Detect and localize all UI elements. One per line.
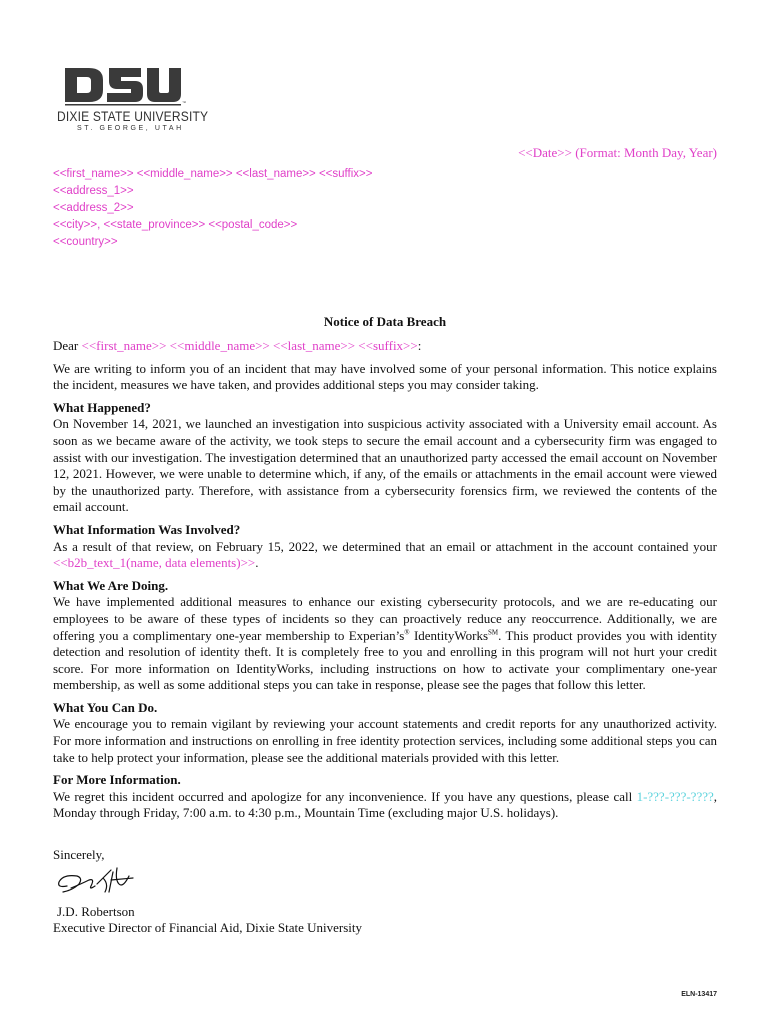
section-what-you-can-do [53, 700, 717, 766]
document-code: ELN-13417 [681, 991, 717, 998]
section-heading: For More Information. [53, 772, 181, 788]
section-heading: What You Can Do. [53, 699, 158, 715]
section-text [53, 594, 717, 694]
salutation-prefix: Dear [53, 338, 82, 353]
intro-paragraph: We are writing to inform you of an incident that may have involved some of your personal information. This notice explains the incident, measures we have taken, and provides additional steps you may consider taking. [53, 360, 717, 393]
section-text: We encourage you to remain vigilant by reviewing your account statements and credit reports for any unauthorized activity. For more information and instructions on enrolling in free identity protection services, including some additional steps you can take to help protect your information, please see the additional materials provided with this letter. [53, 716, 717, 765]
logo-city: ST. GEORGE, UTAH [77, 125, 184, 132]
section-more-information [53, 772, 717, 822]
address-line: <<country>> [53, 236, 118, 248]
letter-title: Notice of Data Breach [323, 314, 447, 329]
closing: Sincerely, [53, 847, 105, 862]
service-mark: SM [488, 628, 499, 637]
section-what-happened [53, 400, 717, 516]
product-name: IdentityWorks [409, 627, 488, 643]
text-run: . [255, 555, 259, 571]
phone-placeholder: 1-???-???-???? [636, 788, 714, 804]
address-line: <<address_2>> [53, 202, 134, 214]
address-line: <<address_1>> [53, 185, 134, 197]
text-run: . This product provides you with identity detection and resolution of identity theft. It is completely free to you and enrolling in this program will not hurt your credit score. For more information on IdentityWorks, including instructions on how to activate your complimentary one-year membership, as well as some additional steps you can take in response, please see the pages that follow this letter. [53, 627, 717, 693]
handwritten-signature [53, 862, 143, 902]
text-run: As a result of that review, on February 15, 2022, we determined that an email or attachment in the account contained your [53, 538, 717, 554]
dsu-logo-mark [55, 66, 185, 106]
registered-mark: ® [404, 628, 410, 637]
recipient-address [53, 166, 372, 251]
text-run: , Monday through Friday, 7:00 a.m. to 4:30 p.m., Mountain Time (excluding major U.S. holidays). [53, 788, 717, 821]
section-heading: What Happened? [53, 399, 151, 415]
section-heading: What We Are Doing. [53, 577, 169, 593]
signer-title: Executive Director of Financial Aid, Dixie State University [53, 920, 363, 935]
section-what-information [53, 522, 717, 572]
address-line: <<first_name>> <<middle_name>> <<last_name>> <<suffix>> [53, 168, 373, 180]
university-logo [55, 66, 209, 132]
data-elements-placeholder: <<b2b_text_1(name, data elements)>> [53, 555, 256, 571]
address-line: <<city>>, <<state_province>> <<postal_code>> [53, 219, 298, 231]
salutation [53, 338, 717, 355]
salutation-suffix: : [417, 338, 422, 353]
text-run: We regret this incident occurred and apologize for any inconvenience. If you have any questions, please call [53, 788, 637, 804]
section-text: On November 14, 2021, we launched an investigation into suspicious activity associated with a University email account. As soon as we became aware of the activity, we took steps to secure the email account and a cybersecurity firm was engaged to assist with our investigation. The investigation determined that an unauthorized party accessed the email account on November 12, 2021. However, we were unable to determine which, if any, of the emails or attachments in the email account were viewed by the unauthorized party. Therefore, with assistance from a cybersecurity forensics firm, we reviewed the contents of the email account. [53, 416, 717, 515]
svg-text:™: ™ [182, 100, 186, 105]
letter-body [53, 338, 717, 828]
section-heading: What Information Was Involved? [53, 521, 241, 537]
section-text [53, 789, 717, 822]
signer-name: J.D. Robertson [57, 904, 135, 919]
section-what-we-are-doing [53, 578, 717, 694]
date-placeholder: <<Date>> (Format: Month Day, Year) [518, 145, 717, 160]
section-text [53, 539, 717, 572]
logo-university-name: DIXIE STATE UNIVERSITY [57, 108, 209, 124]
salutation-name-placeholder: <<first_name>> <<middle_name>> <<last_name>> <<suffix>> [81, 338, 418, 353]
text-run: We have implemented additional measures to enhance our existing cybersecurity protocols, and we are re-educating our employees to be aware of these types of incidents so they can proactively reduce any reoccurrence. Additionally, we are offering you a complimentary one-year membership to Experian’s [53, 594, 717, 643]
